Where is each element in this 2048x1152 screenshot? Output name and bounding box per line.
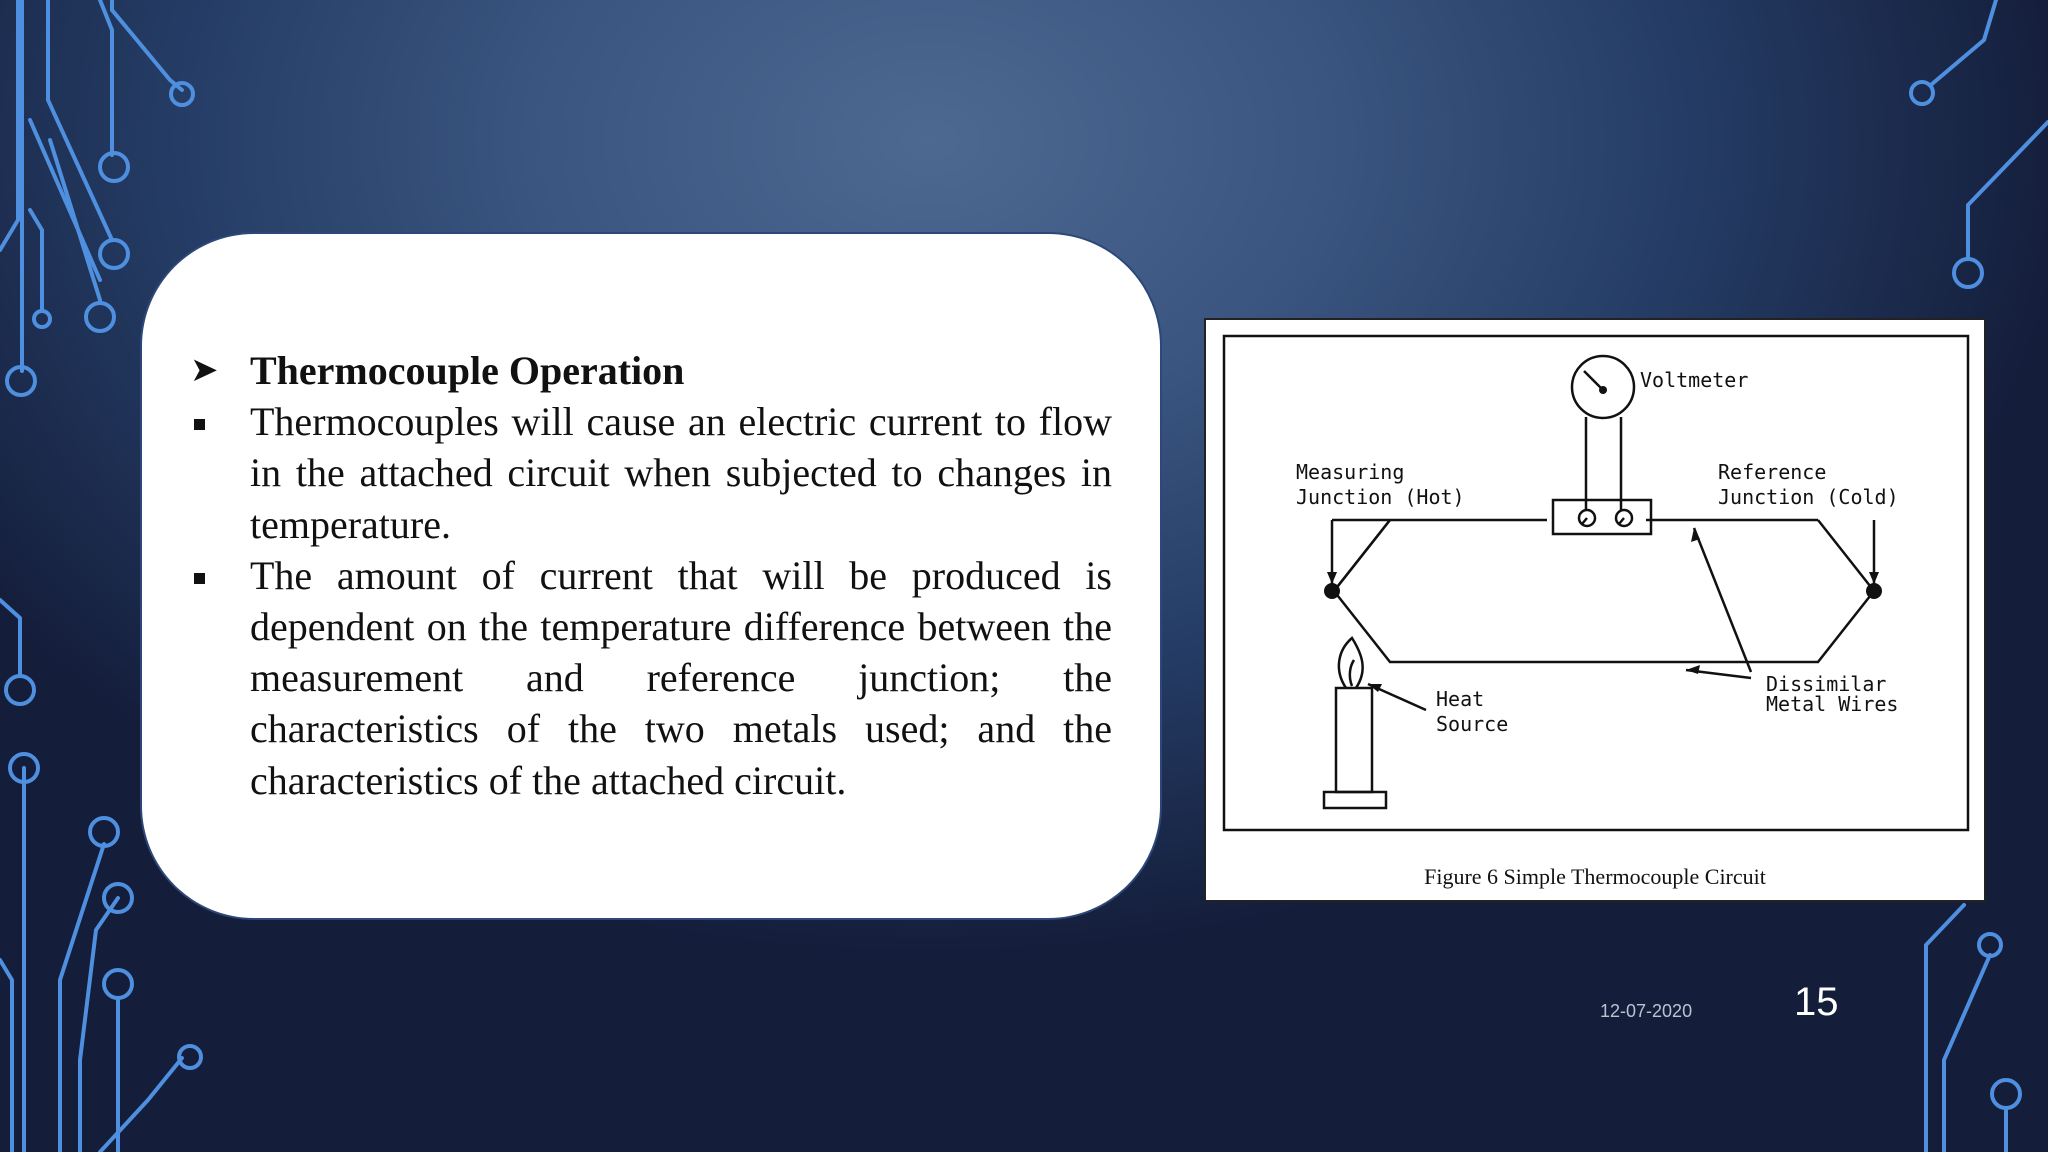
thermocouple-figure [1204, 318, 1986, 902]
leader-wire-top [1694, 528, 1751, 672]
measuring-junction-label: Measuring Junction (Hot) [1296, 460, 1465, 509]
reference-junction-dot [1866, 583, 1882, 599]
circuit-trace-left-middle [0, 600, 38, 1152]
dissimilar-wires-label: Dissimilar Metal Wires [1766, 672, 1899, 716]
section-heading [190, 345, 1112, 396]
bullet-text: The amount of current that will be produced is dependent on the temperature difference between the measurement and reference junction; the characteristics of the two metals used; and the characteristics of the attached circuit. [250, 552, 1112, 803]
square-bullet-icon [194, 573, 205, 584]
circuit-trace-top-right [1911, 0, 2048, 287]
bullet-item [250, 396, 1112, 550]
square-bullet-icon [194, 419, 205, 430]
candle-body [1336, 688, 1372, 792]
arrow-bullet-icon: ➤ [190, 352, 219, 389]
slide-date: 12-07-2020 [1600, 1001, 1693, 1021]
circuit-trace-bottom-right [1926, 905, 2020, 1152]
heat-source-label: Heat Source [1436, 687, 1509, 736]
reference-junction-label: Reference Junction (Cold) [1718, 460, 1899, 509]
bullet-item [250, 550, 1112, 806]
bullet-text: Thermocouples will cause an electric current to flow in the attached circuit when subjected to changes in temperature. [250, 399, 1112, 547]
heading-text: Thermocouple Operation [250, 348, 685, 393]
terminal-block [1553, 500, 1651, 534]
text-content [190, 345, 1112, 806]
thermocouple-circuit-diagram [1206, 320, 1988, 904]
figure-caption: Figure 6 Simple Thermocouple Circuit [1424, 864, 1766, 889]
measuring-junction-dot [1324, 583, 1340, 599]
candle-base [1324, 792, 1386, 808]
circuit-loop [1332, 520, 1874, 662]
voltmeter-label: Voltmeter [1640, 368, 1749, 392]
page-number: 15 [1794, 980, 1839, 1024]
